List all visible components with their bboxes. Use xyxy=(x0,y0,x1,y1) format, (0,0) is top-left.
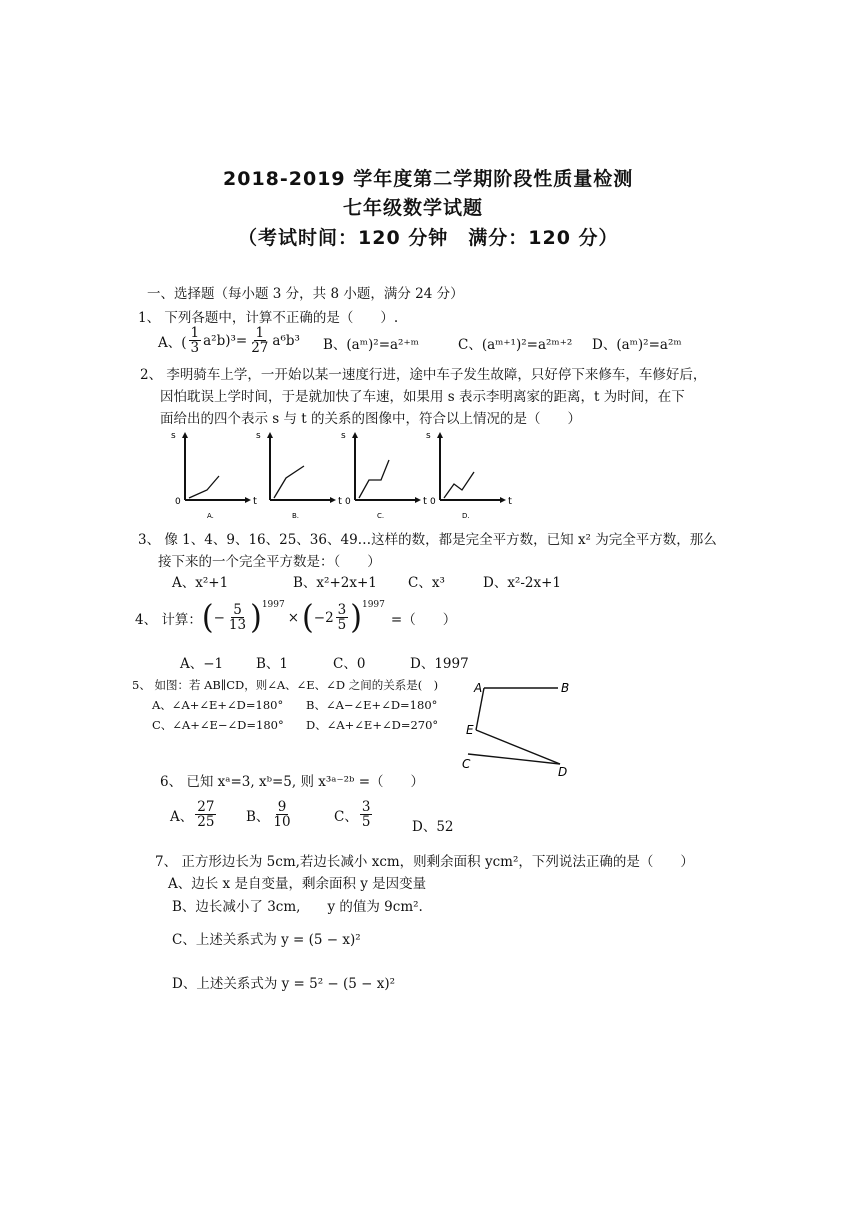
q1-a-fraction: $\frac{1}{3}$ xyxy=(190,325,200,357)
origin-label: 0 xyxy=(345,497,351,507)
q4-left-paren-1: ( xyxy=(201,598,214,637)
q6-option-d: D、52 xyxy=(412,819,454,835)
q4-equals: =（ ） xyxy=(390,611,457,628)
q4-label: 4、 计算： xyxy=(135,611,202,628)
q4-right-paren-1: ) xyxy=(250,598,262,637)
q1-option-c: C、(aᵐ⁺¹)²=a²ᵐ⁺² xyxy=(458,337,573,353)
graph-option-label: C. xyxy=(377,512,385,520)
q3-option-a: A、x²+1 xyxy=(172,575,229,591)
q7-option-b: B、边长减小了 3cm, y 的值为 9cm². xyxy=(172,899,423,915)
origin-label: 0 xyxy=(430,497,436,507)
q2-line1: 2、 李明骑车上学，一开始以某一速度行进，途中车子发生故障，只好停下来修车，车修好后， xyxy=(140,367,707,383)
graph-option-label: D. xyxy=(462,512,470,520)
t-axis-arrow-icon xyxy=(330,497,336,503)
q1-a-fraction2: $\frac{1}{27}$ xyxy=(251,325,269,357)
q4-exponent-1: 1997 xyxy=(261,600,285,610)
q4-right-paren-2: ) xyxy=(350,598,362,637)
q7-option-d: D、上述关系式为 y = 5² − (5 − x)² xyxy=(172,976,396,992)
section-heading: 一、选择题（每小题 3 分，共 8 小题，满分 24 分） xyxy=(147,286,464,302)
q5-option-b: B、∠A−∠E+∠D=180° xyxy=(306,698,438,712)
q4-times: × xyxy=(287,609,300,626)
q6-a-label: A、 xyxy=(170,808,194,825)
q5-label-d: D xyxy=(558,765,568,778)
origin-label: 0 xyxy=(175,497,181,507)
t-axis-arrow-icon xyxy=(415,497,421,503)
q2-graph-3 xyxy=(341,431,427,520)
graph-option-label: B. xyxy=(292,512,300,520)
q6-option-b xyxy=(246,800,295,829)
q5-label-e: E xyxy=(466,723,474,737)
q6-c-fraction: $\frac{3}{5}$ xyxy=(361,799,371,831)
q2-graphs xyxy=(165,428,525,528)
t-axis-label: t xyxy=(423,496,427,507)
q4-exponent-2: 1997 xyxy=(361,600,385,610)
q3-option-d: D、x²-2x+1 xyxy=(483,575,562,591)
q4-option-c: C、0 xyxy=(333,656,366,672)
q3-line2: 接下来的一个完全平方数是：（ ） xyxy=(158,554,381,570)
q2-line3: 面给出的四个表示 s 与 t 的关系的图像中，符合以上情况的是（ ） xyxy=(160,411,582,427)
distance-curve xyxy=(274,466,304,498)
q3-option-c: C、x³ xyxy=(408,575,445,591)
q4-f2-int: −2 xyxy=(313,609,334,626)
q1-a-mid: a²b)³= xyxy=(203,332,248,349)
s-axis-label: s xyxy=(341,431,346,441)
q5-label-c: C xyxy=(462,757,471,771)
q6-b-fraction: $\frac{9}{10}$ xyxy=(273,799,291,831)
graph-option-label: A. xyxy=(207,512,214,520)
q4-option-d: D、1997 xyxy=(410,656,469,672)
q6-a-fraction: $\frac{27}{25}$ xyxy=(197,799,215,831)
q4-expression xyxy=(135,600,456,635)
q5-option-c: C、∠A+∠E−∠D=180° xyxy=(152,718,284,732)
s-axis-label: s xyxy=(256,431,261,441)
s-axis-arrow-icon xyxy=(352,432,358,438)
q7-stem: 7、 正方形边长为 5cm,若边长减小 xcm，则剩余面积 ycm²，下列说法正确的是（ ） xyxy=(155,854,694,870)
t-axis-label: t xyxy=(508,496,512,507)
q6-option-c xyxy=(334,800,374,829)
exam-time-info: （考试时间：120 分钟 满分：120 分） xyxy=(238,227,619,249)
t-axis-arrow-icon xyxy=(500,497,506,503)
s-axis-label: s xyxy=(171,431,176,441)
q1-option-a xyxy=(158,326,300,355)
q6-option-a xyxy=(170,800,218,829)
q3-option-b: B、x²+2x+1 xyxy=(293,575,377,591)
q4-f1-sign: − xyxy=(213,609,225,626)
q6-stem: 6、 已知 xᵃ=3, xᵇ=5, 则 x³ᵃ⁻²ᵇ =（ ） xyxy=(160,774,425,790)
distance-curve xyxy=(444,472,474,498)
q1-a-tail: a⁶b³ xyxy=(272,332,300,349)
q2-graph-2 xyxy=(256,431,342,520)
distance-curve xyxy=(359,460,389,498)
q5-stem: 5、 如图：若 AB∥CD，则∠A、∠E、∠D 之间的关系是( ) xyxy=(132,678,439,692)
q1-stem: 1、 下列各题中，计算不正确的是（ ）. xyxy=(138,310,399,326)
q4-fraction2: $\frac{3}{5}$ xyxy=(337,601,347,633)
q2-graph-4 xyxy=(426,431,512,520)
t-axis-arrow-icon xyxy=(245,497,251,503)
q4-option-a: A、−1 xyxy=(180,656,224,672)
q5-option-d: D、∠A+∠E+∠D=270° xyxy=(306,718,439,732)
q3-line1: 3、 像 1、4、9、16、25、36、49…这样的数，都是完全平方数，已知 x² 为完全平方数，那么 xyxy=(138,532,717,548)
q4-fraction1: $\frac{5}{13}$ xyxy=(228,601,247,633)
q2-graph-1 xyxy=(171,431,257,520)
q5-option-a: A、∠A+∠E+∠D=180° xyxy=(152,698,284,712)
t-axis-label: t xyxy=(253,496,257,507)
q6-b-label: B、 xyxy=(246,808,270,825)
exam-subtitle: 七年级数学试题 xyxy=(343,197,484,219)
s-axis-arrow-icon xyxy=(182,432,188,438)
exam-title: 2018-2019 学年度第二学期阶段性质量检测 xyxy=(223,168,634,190)
q2-line2: 因怕耽误上学时间，于是就加快了车速，如果用 s 表示李明离家的距离，t 为时间，在下 xyxy=(160,389,685,405)
q7-option-a: A、边长 x 是自变量，剩余面积 y 是因变量 xyxy=(168,876,427,892)
q6-c-label: C、 xyxy=(334,808,358,825)
q5-label-b: B xyxy=(561,681,570,695)
q5-figure xyxy=(458,678,598,778)
s-axis-label: s xyxy=(426,431,431,441)
q5-label-a: A xyxy=(474,681,483,695)
s-axis-arrow-icon xyxy=(267,432,273,438)
q7-option-c: C、上述关系式为 y = (5 − x)² xyxy=(172,932,361,948)
distance-curve xyxy=(189,476,219,498)
q1-option-d: D、(aᵐ)²=a²ᵐ xyxy=(592,337,682,353)
q1-option-b: B、(aᵐ)²=a²⁺ᵐ xyxy=(323,337,419,353)
q1-a-label: A、( xyxy=(158,334,187,351)
t-axis-label: t xyxy=(338,496,342,507)
q4-option-b: B、1 xyxy=(256,656,289,672)
q4-left-paren-2: ( xyxy=(302,598,314,637)
s-axis-arrow-icon xyxy=(437,432,443,438)
